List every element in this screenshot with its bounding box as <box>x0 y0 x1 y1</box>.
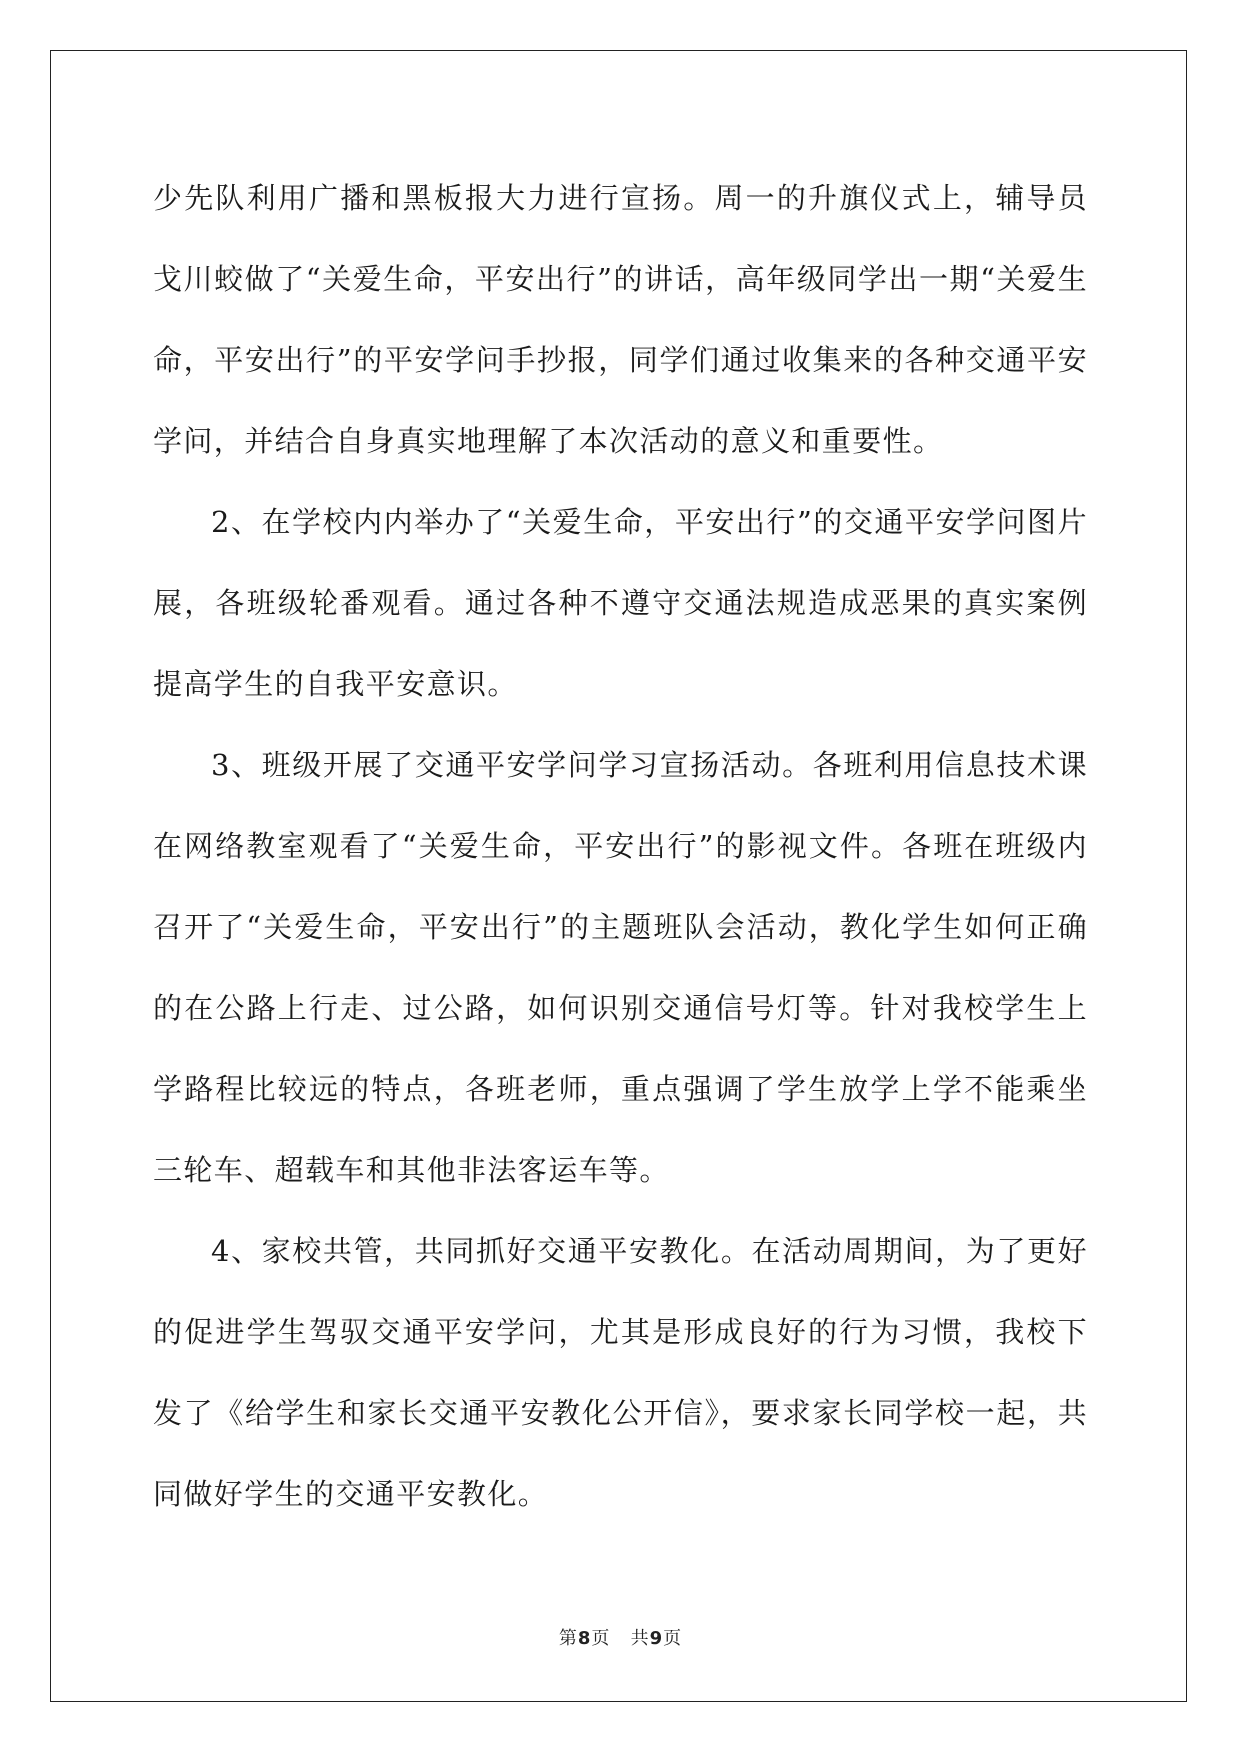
paragraph-2: 2、在学校内内举办了“关爱生命，平安出行”的交通平安学问图片展，各班级轮番观看。通过各种不遵守交通法规造成恶果的真实案例提高学生的自我平安意识。 <box>153 505 1088 701</box>
paragraph-3: 3、班级开展了交通平安学问学习宣扬活动。各班利用信息技术课在网络教室观看了“关爱生命，平安出行”的影视文件。各班在班级内召开了“关爱生命，平安出行”的主题班队会活动，教化学生如何正确的在公路上行走、过公路，如何识别交通信号灯等。针对我校学生上学路程比较远的特点，各班老师，重点强调了学生放学上学不能乘坐三轮车、超载车和其他非法客运车等。 <box>153 748 1088 1187</box>
footer-total-suffix: 页 <box>663 1628 683 1649</box>
footer-prefix: 第 <box>558 1628 578 1649</box>
paragraph-1: 少先队利用广播和黑板报大力进行宣扬。周一的升旗仪式上，辅导员戈川蛟做了“关爱生命，平安出行”的讲话，高年级同学出一期“关爱生命，平安出行”的平安学问手抄报，同学们通过收集来的各种交通平安学问，并结合自身真实地理解了本次活动的意义和重要性。 <box>153 181 1088 458</box>
current-page-number: 8 <box>577 1628 592 1649</box>
page-footer <box>0 1624 1241 1650</box>
paragraph-4: 4、家校共管，共同抓好交通平安教化。在活动周期间，为了更好的促进学生驾驭交通平安学问，尤其是形成良好的行为习惯，我校下发了《给学生和家长交通平安教化公开信》，要求家长同学校一起，共同做好学生的交通平安教化。 <box>153 1234 1088 1511</box>
total-page-number: 9 <box>649 1628 664 1649</box>
footer-page-suffix: 页 <box>591 1628 611 1649</box>
document-body <box>153 158 1088 1535</box>
footer-total-prefix: 共 <box>630 1628 650 1649</box>
